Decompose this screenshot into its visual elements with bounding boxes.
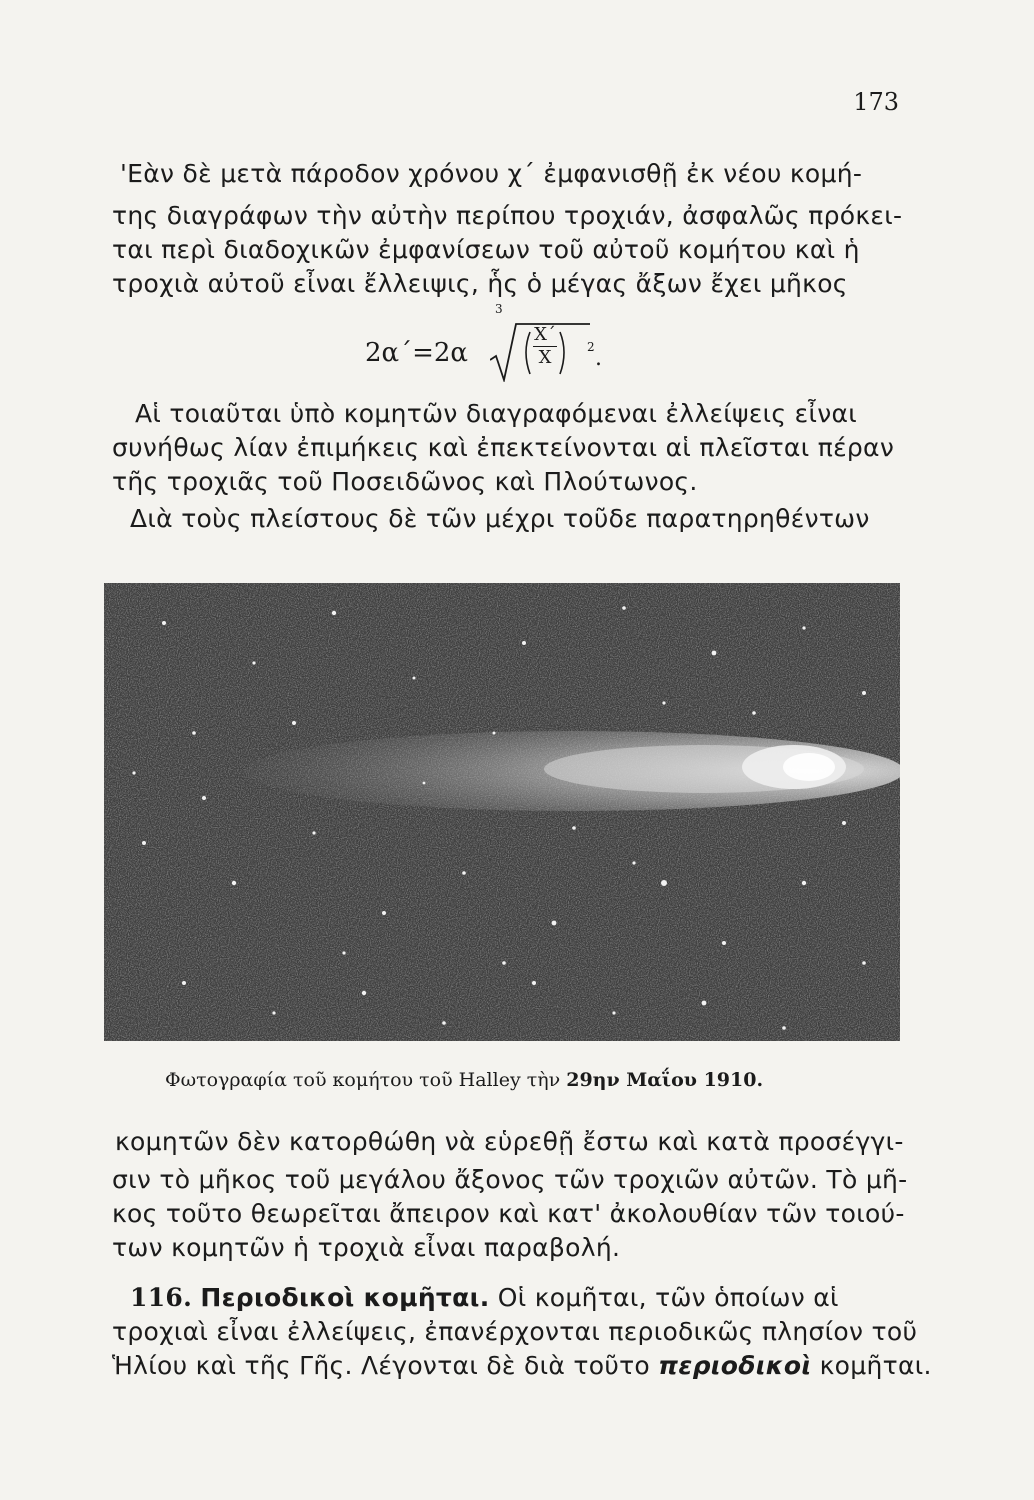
fraction-denominator: X xyxy=(538,347,552,368)
paragraph3-line: των κομητῶν ἡ τροχιὰ εἶναι παραβολή. xyxy=(112,1233,621,1262)
paragraph1-line: τροχιὰ αὐτοῦ εἶναι ἔλλειψις, ἧς ὁ μέγας ἄξων ἔχει μῆκος xyxy=(112,269,848,298)
halley-comet-photo xyxy=(104,583,900,1041)
root-index: 3 xyxy=(495,302,503,316)
paragraph1-line: της διαγράφων τὴν αὐτὴν περίπου τροχιάν, ἀσφαλῶς πρόκει- xyxy=(112,201,903,230)
paragraph1-line: ται περὶ διαδοχικῶν ἐμφανίσεων τοῦ αὐτοῦ κομήτου καὶ ἡ xyxy=(112,235,860,264)
paragraph2-line: Αἱ τοιαῦται ὑπὸ κομητῶν διαγραφόμεναι ἐλλείψεις εἶναι xyxy=(135,399,858,428)
section-heading-line xyxy=(130,1282,920,1314)
paragraph3-line: σιν τὸ μῆκος τοῦ μεγάλου ἄξονος τῶν τροχιῶν αὐτῶν. Τὸ μῆ- xyxy=(112,1165,908,1194)
section-text: κομῆται. xyxy=(811,1351,932,1380)
paragraph2-line: τῆς τροχιᾶς τοῦ Ποσειδῶνος καὶ Πλούτωνος. xyxy=(112,467,698,496)
section-line: τροχιαὶ εἶναι ἐλλείψεις, ἐπανέρχονται περιοδικῶς πλησίον τοῦ xyxy=(112,1317,918,1346)
page-number: 173 xyxy=(853,88,899,116)
paragraph3-line: κομητῶν δὲν κατορθώθη νὰ εὑρεθῇ ἔστω καὶ κατὰ προσέγγι- xyxy=(115,1127,904,1156)
caption-text: Φωτογραφία τοῦ κομήτου τοῦ Halley τὴν xyxy=(165,1069,567,1091)
comet-image xyxy=(104,583,900,1041)
paragraph3-line: κος τοῦτο θεωρεῖται ἄπειρον καὶ κατ' ἀκολουθίαν τῶν τοιού- xyxy=(112,1199,905,1228)
section-text: Οἱ κομῆται, τῶν ὁποίων αἱ xyxy=(489,1283,839,1312)
section-text: Ἡλίου καὶ τῆς Γῆς. Λέγονται δὲ διὰ τοῦτο xyxy=(112,1351,659,1380)
fraction-numerator: X΄ xyxy=(534,324,556,345)
caption-date: 29ην Μαΐου 1910. xyxy=(566,1069,764,1091)
section-title: Περιοδικοὶ κομῆται. xyxy=(200,1283,490,1312)
formula-lhs: 2α΄=2α xyxy=(365,338,468,368)
section-number: 116. xyxy=(130,1283,193,1312)
paragraph1-line: 'Εὰν δὲ μετὰ πάροδον χρόνου χ΄ ἐμφανισθῇ ἐκ νέου κομή- xyxy=(120,159,863,188)
photo-caption xyxy=(165,1069,763,1091)
formula-exponent: 2 xyxy=(587,340,595,354)
formula-period: . xyxy=(595,346,602,371)
formula-fraction xyxy=(533,324,557,369)
section-line xyxy=(112,1350,932,1382)
paragraph2-line: Διὰ τοὺς πλείστους δὲ τῶν μέχρι τοῦδε παρατηρηθέντων xyxy=(130,504,870,533)
paragraph2-line: συνήθως λίαν ἐπιμήκεις καὶ ἐπεκτείνονται αἱ πλεῖσται πέραν xyxy=(112,433,895,462)
emphasized-term: περιοδικοὶ xyxy=(658,1351,812,1380)
